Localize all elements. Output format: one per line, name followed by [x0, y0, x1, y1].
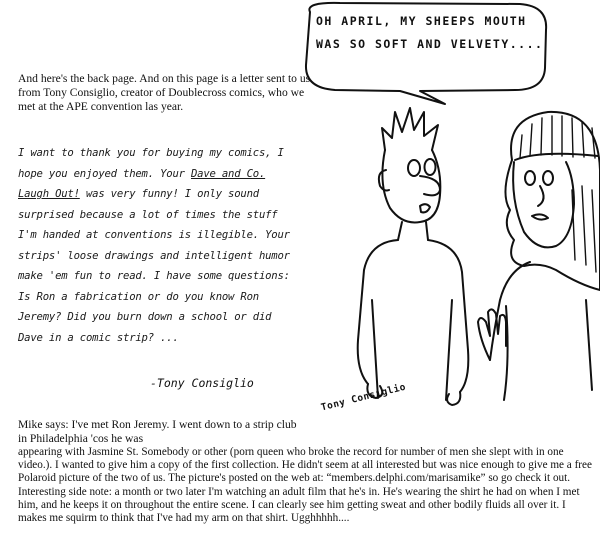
intro-paragraph: And here's the back page. And on this page is a letter sent to us from Tony Consiglio, creator of Doublecross comics, who we met at the APE convention las year. — [18, 72, 311, 113]
speech-bubble-text: OH APRIL, MY SHEEPS MOUTH WAS SO SOFT AND VELVETY.... — [316, 14, 544, 51]
fan-letter — [18, 143, 290, 348]
boy-hair — [382, 108, 438, 150]
girl-eye-left — [525, 171, 535, 185]
comic-title-underlined: Dave and Co. Laugh Out! — [18, 167, 266, 200]
boy-eye-left — [408, 160, 420, 176]
letter-signature: -Tony Consiglio — [150, 376, 254, 390]
mike-says-lead: Mike says: I've met Ron Jeremy. I went down to a strip club in Philadelphia 'cos he was — [18, 418, 297, 445]
comic-illustration — [290, 0, 600, 440]
mike-says-body: appearing with Jasmine St. Somebody or other (porn queen who broke the record for number of men she slept with in one video.). I wanted to give him a copy of the first collection. He didn't seem at all interested but was nice enough to give me a free Polaroid picture of the two of us. The picture's posted on the web at: “members.delphi.com/marisamike” so go check it out. Interesting side note: a month or two later I'm watching an adult film that he's in. He's wearing the shirt he had on when I met him, and he keeps it on throughout the entire scene. I can clearly see him getting sweat and other bodily fluids all over it. I makes me squirm to think that I've had my arm on that shirt. Ugghhhhh.... — [18, 446, 592, 525]
girl-eye-right — [543, 171, 553, 185]
boy-eye-right — [425, 159, 436, 175]
letter-text-end: was very funny! I only sound surprised because a lot of times the stuff I'm handed at conventions is illegible. Your strips' loose drawings and intelligent humor make 'em fun to read. I have some questions: Is Ron a fabrication or do you know Ron Jeremy? Did you burn down a school or did Dave in a comic strip? ... — [18, 188, 290, 344]
artist-signature: Tony Consiglio — [319, 381, 408, 414]
letter-text-start: I want to thank you for buying my comics, I hope you enjoyed them. Your — [18, 147, 284, 180]
